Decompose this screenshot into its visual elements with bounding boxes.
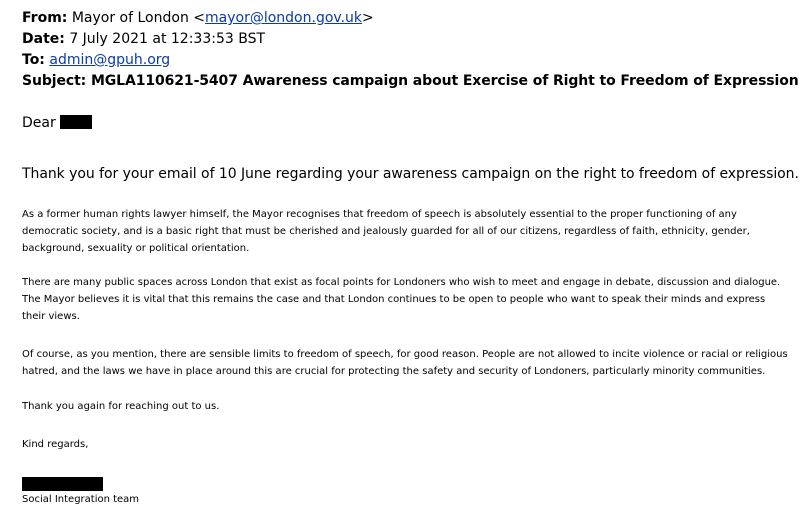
to-line	[22, 50, 792, 71]
from-close: >	[362, 10, 374, 26]
to-label: To:	[22, 52, 45, 68]
greeting	[22, 114, 92, 132]
redacted-recipient-name	[60, 115, 92, 129]
subject-line	[22, 71, 799, 92]
subject-value: MGLA110621-5407 Awareness campaign about Exercise of Right to Freedom of Expression	[90, 73, 799, 89]
date-value: 7 July 2021 at 12:33:53 BST	[69, 31, 266, 47]
lead-paragraph: Thank you for your email of 10 June regarding your awareness campaign on the right to freedom of expression.	[22, 166, 799, 182]
date-label: Date:	[22, 31, 65, 47]
from-label: From:	[22, 10, 68, 26]
paragraph-4: Thank you again for reaching out to us.	[22, 401, 220, 412]
date-line	[22, 29, 792, 50]
paragraph-2: There are many public spaces across London that exist as focal points for Londoners who wish to meet and engage in debate, discussion and dialogue. The Mayor believes it is vital that this remains the case and that London continues to be open to people who want to speak their minds and express their views.	[22, 277, 781, 322]
from-email-link[interactable]: mayor@london.gov.uk	[205, 10, 363, 26]
to-email-link[interactable]: admin@gpuh.org	[49, 52, 171, 68]
greeting-text: Dear	[22, 115, 56, 131]
paragraph-3: Of course, as you mention, there are sensible limits to freedom of speech, for good reason. People are not allowed to incite violence or racial or religious hatred, and the laws we have in place around this are crucial for protecting the safety and security of Londoners, particularly minority communities.	[22, 349, 788, 377]
sign-off: Kind regards,	[22, 439, 89, 450]
subject-label: Subject:	[22, 73, 87, 89]
paragraph-1: As a former human rights lawyer himself, the Mayor recognises that freedom of speech is absolutely essential to the proper functioning of any democratic society, and is a basic right that must be cherished and jealously guarded for all of our citizens, regardless of faith, ethnicity, gender, background, sexuality or political orientation.	[22, 209, 750, 254]
from-name: Mayor of London <	[71, 10, 206, 26]
from-line	[22, 8, 792, 29]
team-name: Social Integration team	[22, 494, 140, 505]
redacted-signature	[22, 477, 103, 491]
email-document	[22, 8, 799, 505]
